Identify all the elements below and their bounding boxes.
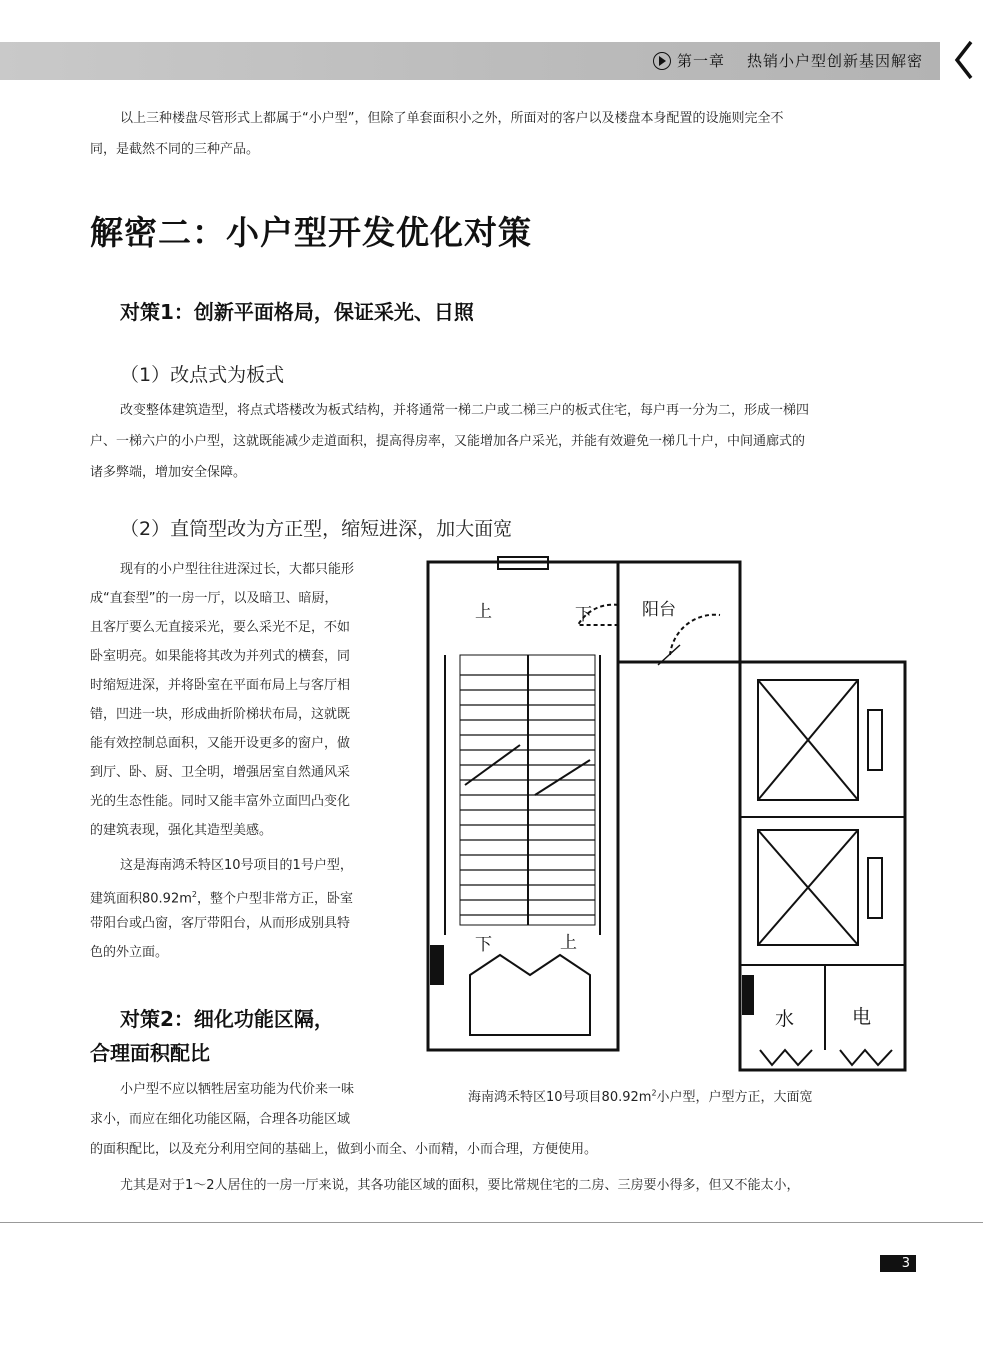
- section-title: 解密二：小户型开发优化对策: [90, 213, 532, 252]
- strategy2-line: 小户型不应以牺牲居室功能为代价来一味: [120, 1082, 355, 1097]
- strategy2-line: 尤其是对于1～2人居住的一房一厅来说，其各功能区域的面积，要比常规住宅的二房、三房要小得多，但又不能太小，: [120, 1178, 800, 1193]
- chapter-title: 热销小户型创新基因解密: [746, 52, 923, 70]
- figure-caption: 海南鸿禾特区10号项目$80.92m^2$小户型，户型方正，大面宽: [468, 1088, 813, 1105]
- sub2-para2-line: 色的外立面。: [90, 945, 169, 960]
- sub2-para1-line: 现有的小户型往往进深过长，大都只能形: [120, 562, 355, 577]
- sub2-para1-line: 成“直套型”的一房一厅，以及暗卫、暗厨，: [90, 591, 338, 606]
- sub1-title: （1）改点式为板式: [120, 364, 285, 386]
- strategy2-line: 求小，而应在细化功能区隔，合理各功能区域: [90, 1112, 351, 1127]
- play-arrow-icon: [653, 52, 671, 70]
- sub2-para1-line: 且客厅要么无直接采光，要么采光不足，不如: [90, 620, 351, 635]
- strategy2-title-line1: 对策2：细化功能区隔，: [120, 1007, 334, 1031]
- plan-label-up-bottom: 上: [560, 933, 577, 953]
- sub2-para2-line: 这是海南鸿禾特区10号项目的1号户型，: [120, 858, 353, 873]
- intro-line-1: 以上三种楼盘尽管形式上都属于“小户型”，但除了单套面积小之外，所面对的客户以及楼盘本身配置的设施则完全不: [120, 111, 784, 126]
- sub1-line-3: 诸多弊端，增加安全保障。: [90, 465, 247, 480]
- plan-label-electric: 电: [852, 1006, 872, 1028]
- strategy2-title-line2: 合理面积配比: [90, 1041, 210, 1065]
- sub2-para1-line: 卧室明亮。如果能将其改为并列式的横套，同: [90, 649, 351, 664]
- sub1-line-2: 户、一梯六户的小户型，这就既能减少走道面积，提高得房率，又能增加各户采光，并能有效避免一梯几十户，中间通廊式的: [90, 434, 806, 449]
- plan-label-balcony: 阳台: [642, 600, 676, 620]
- plan-label-up-top: 上: [475, 602, 492, 622]
- plan-label-down-bottom: 下: [475, 935, 492, 955]
- sub2-para1-line: 时缩短进深，并将卧室在平面布局上与客厅相: [90, 678, 351, 693]
- plan-label-water: 水: [775, 1008, 795, 1030]
- sub2-para1-line: 光的生态性能。同时又能丰富外立面凹凸变化: [90, 794, 351, 809]
- running-header: [653, 50, 923, 71]
- intro-line-2: 同，是截然不同的三种产品。: [90, 142, 260, 157]
- sub1-line-1: 改变整体建筑造型，将点式塔楼改为板式结构，并将通常一梯二户或二梯三户的板式住宅，每户再一分为二，形成一梯四: [120, 403, 810, 418]
- page-number: 3: [880, 1255, 916, 1272]
- footer-rule: [0, 1222, 983, 1223]
- sub2-para1-line: 能有效控制总面积，又能开设更多的窗户，做: [90, 736, 351, 751]
- sub2-para1-line: 错，凹进一块，形成曲折阶梯状布局，这就既: [90, 707, 351, 722]
- chevron-left-icon: [951, 38, 975, 82]
- sub2-para2-line: 建筑面积$80.92m^2$，整个户型非常方正，卧室: [90, 890, 353, 907]
- plan-label-down-top: 下: [575, 605, 592, 625]
- strategy1-title: 对策1：创新平面格局，保证采光、日照: [120, 300, 474, 324]
- sub2-para1-line: 到厅、卧、厨、卫全明，增强居室自然通风采: [90, 765, 351, 780]
- strategy2-line: 的面积配比，以及充分利用空间的基础上，做到小而全、小而精，小而合理，方便使用。: [90, 1142, 598, 1157]
- sub2-para2-line: 带阳台或凸窗，客厅带阳台，从而形成别具特: [90, 916, 351, 931]
- floor-plan-figure: [420, 555, 920, 1075]
- sub2-para1-line: 的建筑表现，强化其造型美感。: [90, 823, 273, 838]
- sub2-title: （2）直筒型改为方正型，缩短进深，加大面宽: [120, 518, 513, 540]
- chapter-label: 第一章: [676, 52, 725, 70]
